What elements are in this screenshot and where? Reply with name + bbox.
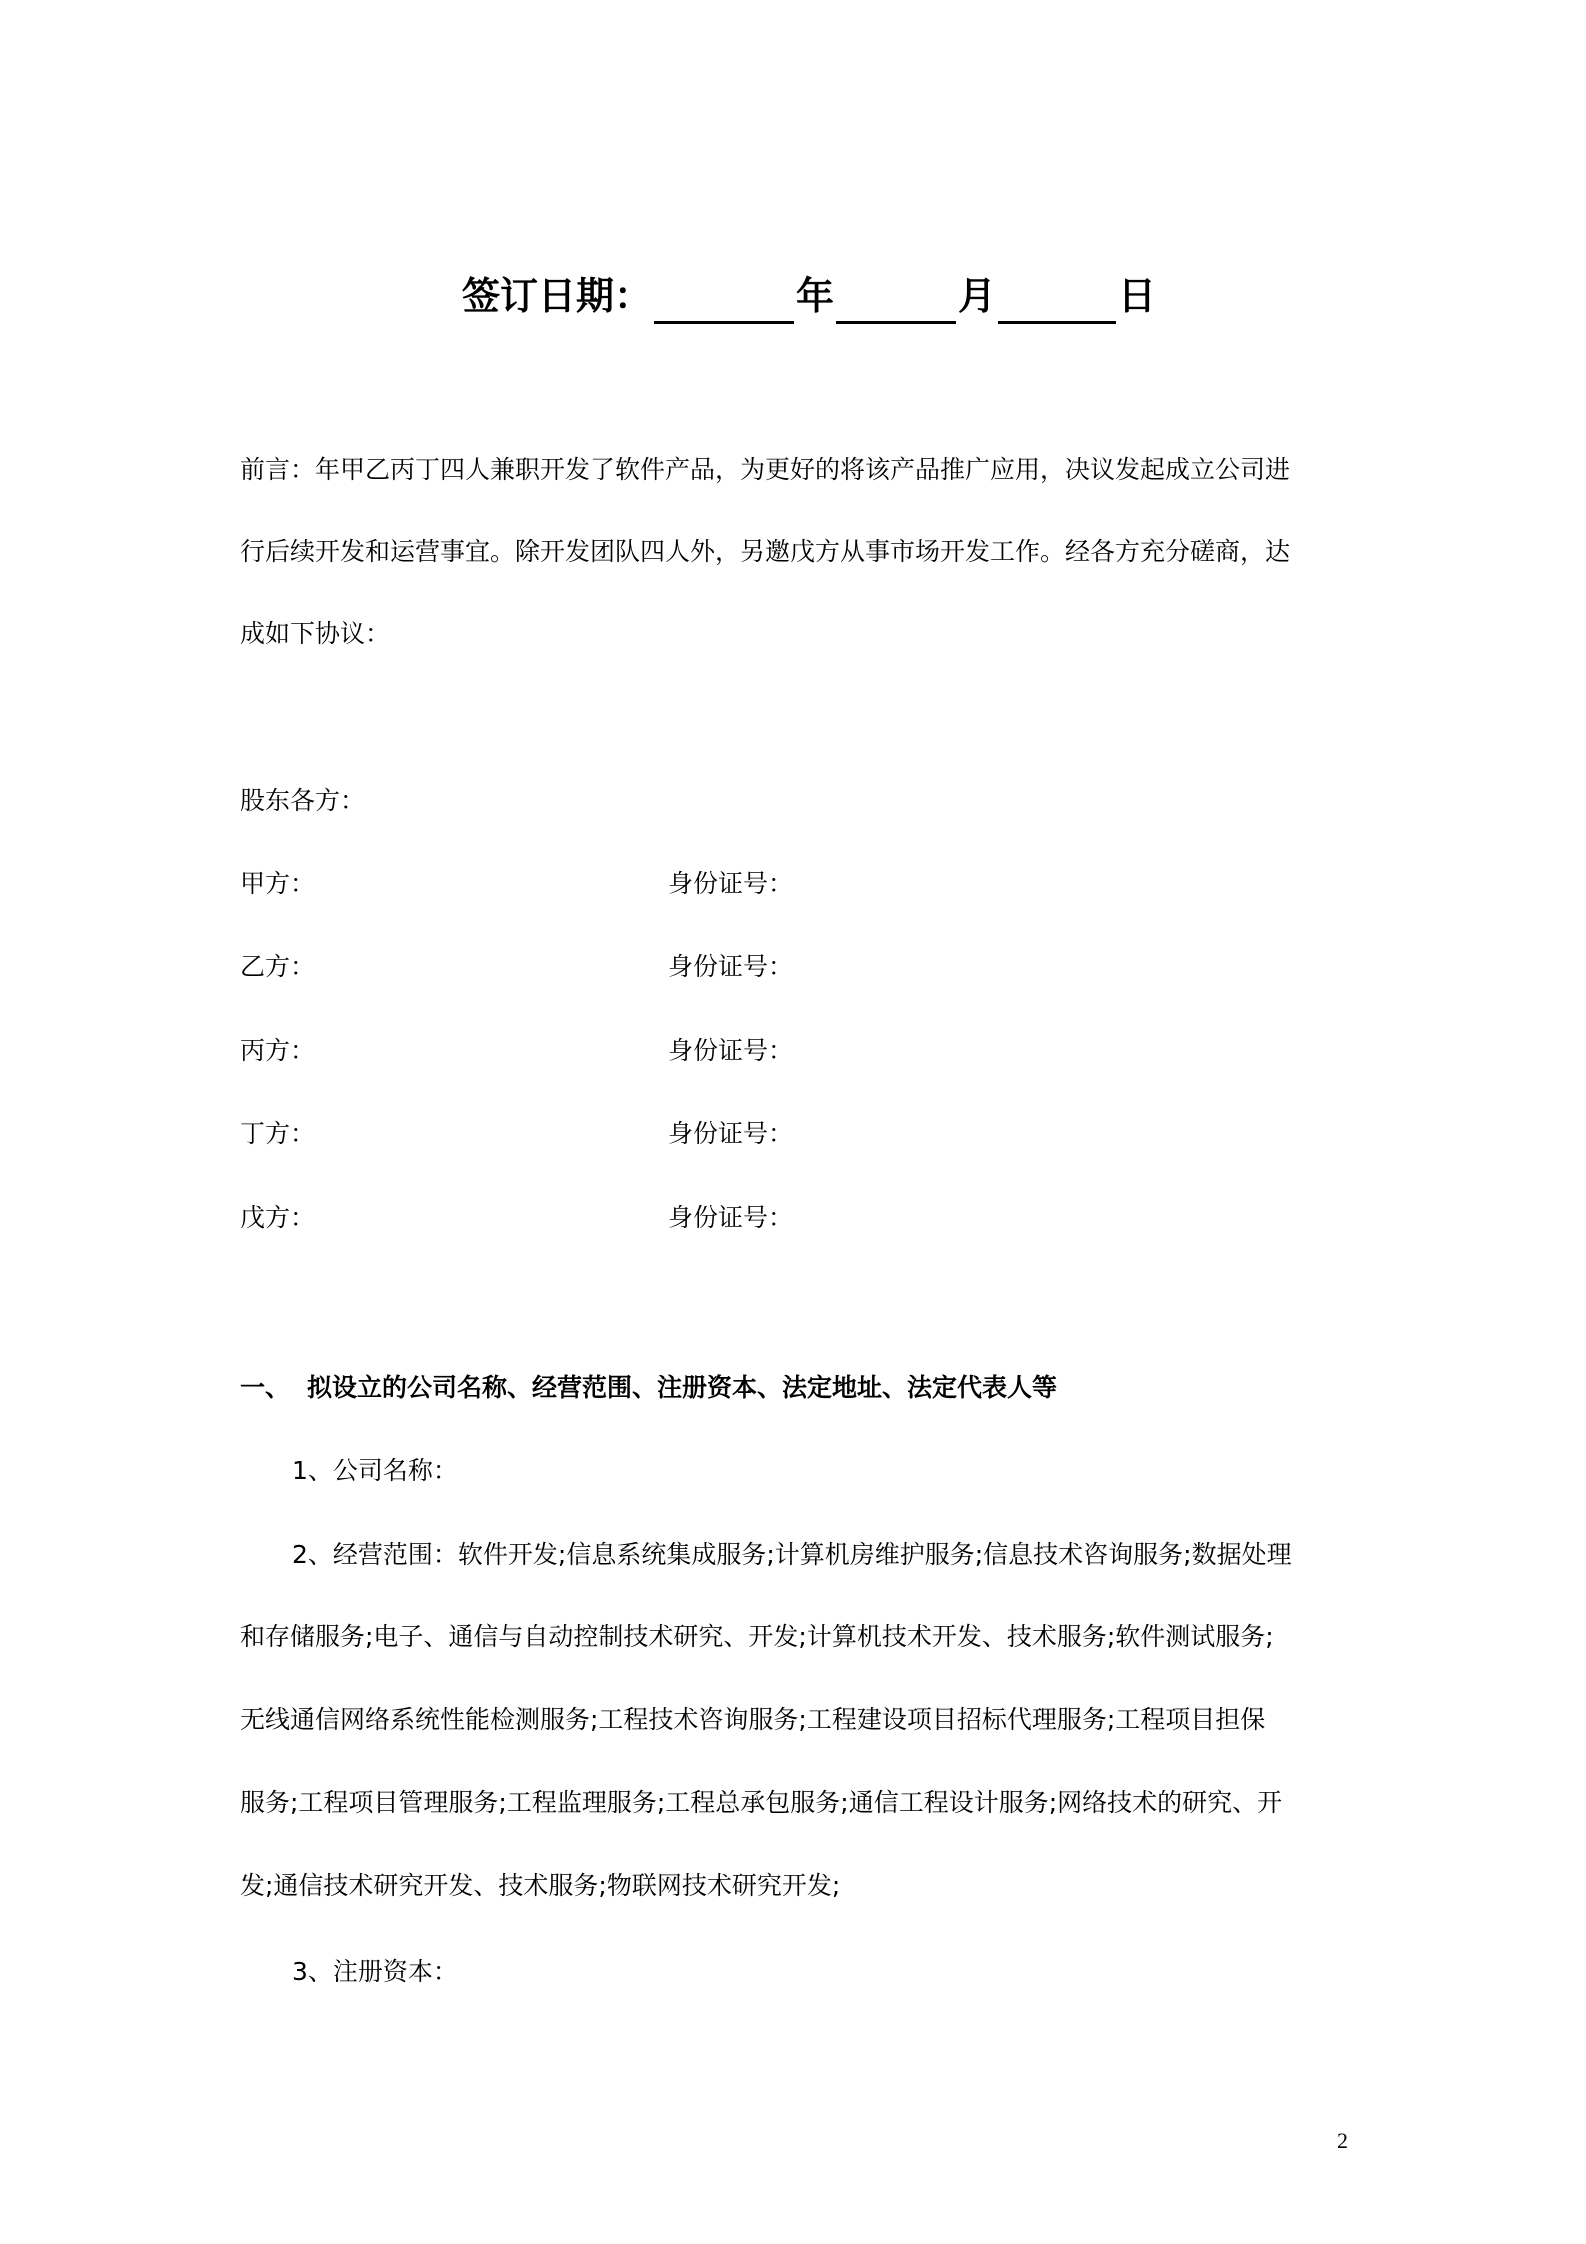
preamble-line-3: 成如下协议： xyxy=(240,619,391,648)
signing-date-label: 签订日期： xyxy=(462,274,653,318)
signing-date-title xyxy=(462,268,1156,324)
preamble-line-1: 前言：年甲乙丙丁四人兼职开发了软件产品，为更好的将该产品推广应用，决议发起成立公司进 xyxy=(240,455,1291,484)
page-number: 2 xyxy=(1337,2128,1348,2153)
year-blank[interactable] xyxy=(654,277,794,324)
item-1-company-name: 1、公司名称： xyxy=(292,1456,458,1485)
party-d-id-label: 身份证号： xyxy=(668,1119,794,1148)
party-c-label: 丙方： xyxy=(240,1036,316,1065)
party-d-label: 丁方： xyxy=(240,1119,316,1148)
party-a-label: 甲方： xyxy=(240,869,316,898)
party-a-id-label: 身份证号： xyxy=(668,869,794,898)
month-label: 月 xyxy=(958,274,997,318)
preamble-line-2: 行后续开发和运营事宜。除开发团队四人外，另邀戊方从事市场开发工作。经各方充分磋商，达 xyxy=(240,537,1291,566)
day-label: 日 xyxy=(1118,274,1157,318)
party-b-id-label: 身份证号： xyxy=(668,952,794,981)
item-2-line-2: 和存储服务;电子、通信与自动控制技术研究、开发;计算机技术开发、技术服务;软件测试服务; xyxy=(240,1622,1274,1651)
item-2-line-4: 服务;工程项目管理服务;工程监理服务;工程总承包服务;通信工程设计服务;网络技术的研究、开 xyxy=(240,1788,1283,1817)
item-2-line-1: 2、经营范围：软件开发;信息系统集成服务;计算机房维护服务;信息技术咨询服务;数据处理 xyxy=(292,1540,1292,1569)
party-c-id-label: 身份证号： xyxy=(668,1036,794,1065)
party-e-label: 戊方： xyxy=(240,1203,316,1232)
party-e-id-label: 身份证号： xyxy=(668,1203,794,1232)
item-2-line-3: 无线通信网络系统性能检测服务;工程技术咨询服务;工程建设项目招标代理服务;工程项目担保 xyxy=(240,1705,1266,1734)
party-b-label: 乙方： xyxy=(240,952,316,981)
section-1-number: 一、 xyxy=(240,1373,291,1402)
item-3-registered-capital: 3、注册资本： xyxy=(292,1957,458,1986)
month-blank[interactable] xyxy=(836,277,956,324)
year-label: 年 xyxy=(796,274,835,318)
shareholders-heading: 股东各方： xyxy=(240,786,366,815)
day-blank[interactable] xyxy=(998,277,1116,324)
section-1-heading: 拟设立的公司名称、经营范围、注册资本、法定地址、法定代表人等 xyxy=(307,1373,1058,1402)
item-2-line-5: 发;通信技术研究开发、技术服务;物联网技术研究开发; xyxy=(240,1871,841,1900)
